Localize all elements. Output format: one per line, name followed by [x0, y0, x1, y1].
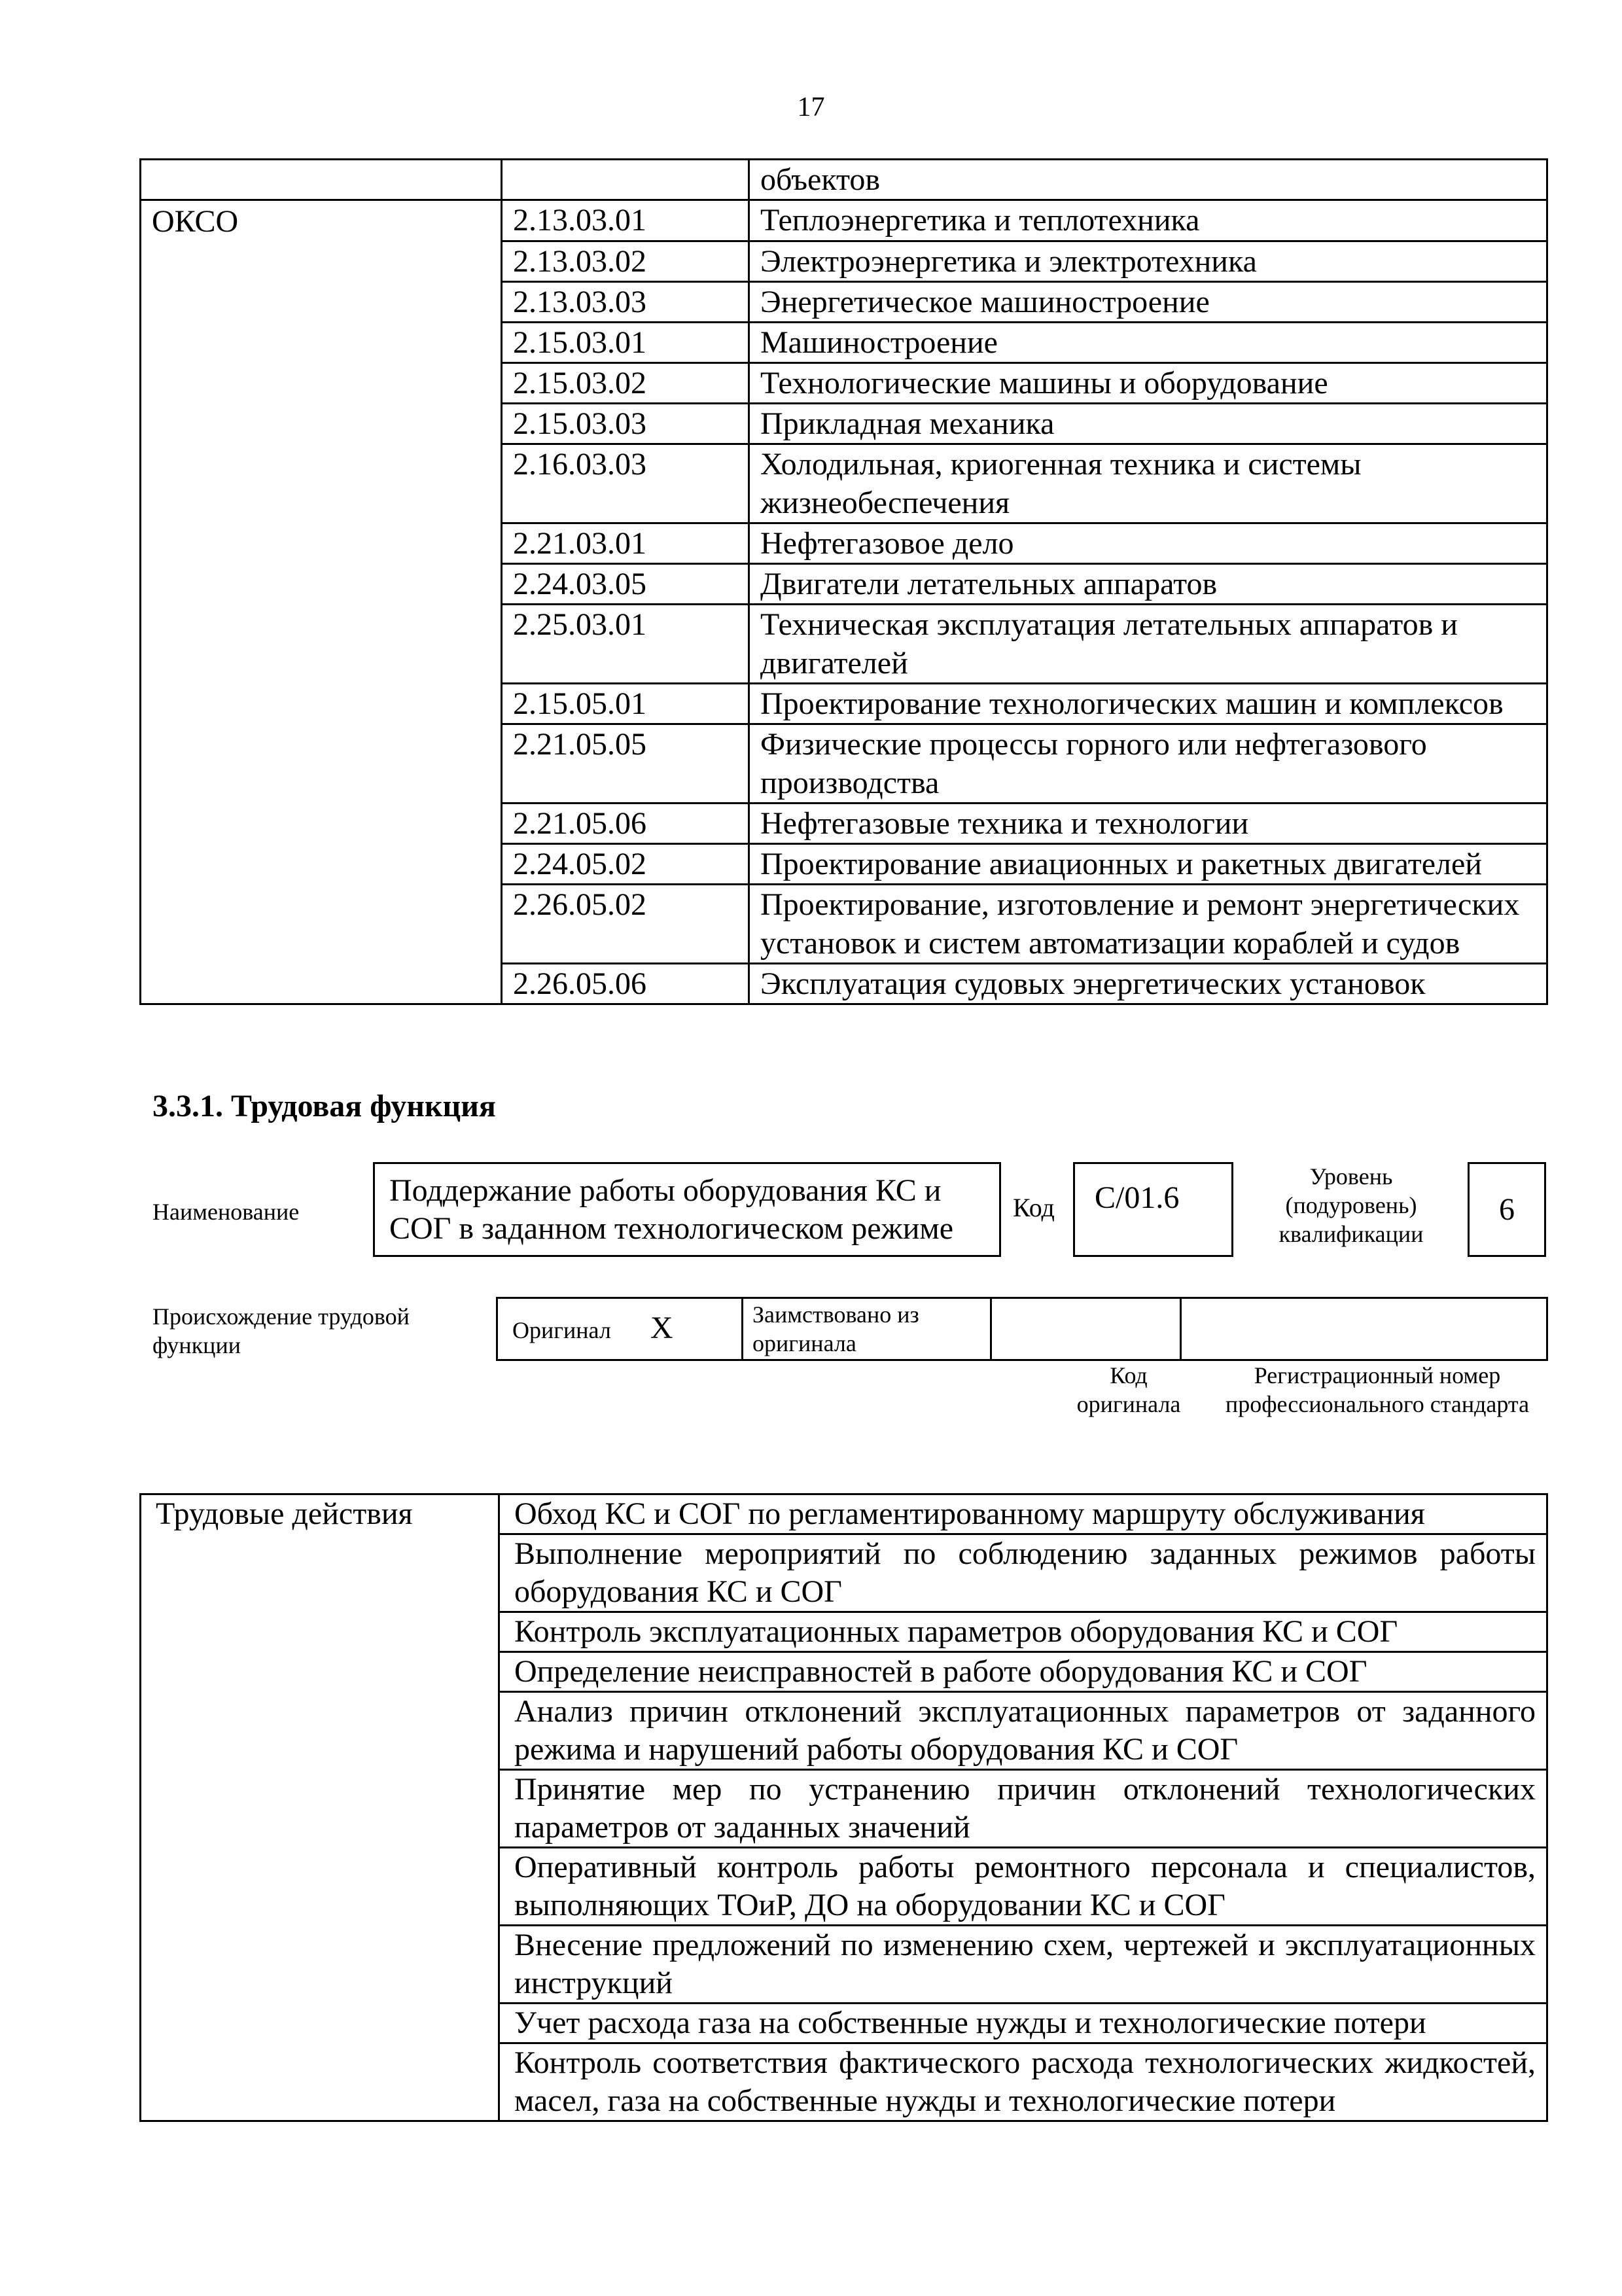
okso-code: 2.15.03.01	[502, 322, 749, 362]
okso-group-cell	[141, 362, 502, 403]
okso-code: 2.21.03.01	[502, 523, 749, 563]
table-row	[141, 200, 1547, 241]
okso-code: 2.13.03.01	[502, 200, 749, 241]
okso-label: ОКСО	[141, 200, 502, 241]
labor-action-item: Оперативный контроль работы ремонтного персонала и специалистов, выполняющих ТОиР, ДО на оборудовании КС и СОГ	[499, 1848, 1547, 1926]
table-row	[141, 160, 1547, 200]
okso-name: Технологические машины и оборудование	[749, 362, 1547, 403]
okso-group-cell	[141, 322, 502, 362]
okso-name: Прикладная механика	[749, 403, 1547, 444]
code-label: Код	[1013, 1193, 1055, 1222]
original-code-cell	[991, 1298, 1181, 1360]
table-row	[141, 563, 1547, 604]
table-row	[141, 444, 1547, 523]
table-row	[141, 362, 1547, 403]
original-mark: X	[650, 1310, 673, 1345]
table-row	[497, 1298, 1547, 1360]
borrowed-label: Заимствовано из оригинала	[743, 1298, 991, 1360]
function-code-box: C/01.6	[1073, 1162, 1233, 1257]
okso-code: 2.16.03.03	[502, 444, 749, 523]
okso-group-cell	[141, 241, 502, 281]
okso-code: 2.25.03.01	[502, 604, 749, 683]
okso-name: Электроэнергетика и электротехника	[749, 241, 1547, 281]
table-row	[141, 604, 1547, 683]
table-row	[141, 1494, 1547, 1534]
okso-name: Теплоэнергетика и теплотехника	[749, 200, 1547, 241]
labor-action-item: Контроль соответствия фактического расхода технологических жидкостей, масел, газа на собственные нужды и технологические потери	[499, 2043, 1547, 2121]
table-row	[141, 683, 1547, 724]
okso-group-cell	[141, 884, 502, 963]
table-row	[141, 241, 1547, 281]
name-label: Наименование	[152, 1199, 300, 1225]
original-label: Оригинал	[512, 1316, 611, 1343]
table-row	[141, 884, 1547, 963]
origin-label: Происхождение трудовой функции	[152, 1303, 410, 1358]
qualification-level-label: Уровень (подуровень) квалификации	[1278, 1163, 1424, 1247]
okso-name: Холодильная, криогенная техника и системы жизнеобеспечения	[749, 444, 1547, 523]
okso-code: 2.24.05.02	[502, 843, 749, 884]
labor-actions-label: Трудовые действия	[141, 1494, 499, 2121]
okso-group-cell	[141, 963, 502, 1004]
labor-action-item: Контроль эксплуатационных параметров оборудования КС и СОГ	[499, 1612, 1547, 1652]
okso-name: Проектирование технологических машин и комплексов	[749, 683, 1547, 724]
okso-name: Эксплуатация судовых энергетических установок	[749, 963, 1547, 1004]
labor-action-item: Выполнение мероприятий по соблюдению заданных режимов работы оборудования КС и СОГ	[499, 1534, 1547, 1612]
okso-code: 2.13.03.02	[502, 241, 749, 281]
labor-action-item: Определение неисправностей в работе оборудования КС и СОГ	[499, 1652, 1547, 1692]
okso-empty-cell	[141, 160, 502, 200]
origin-table	[496, 1297, 1548, 1361]
okso-group-cell	[141, 281, 502, 322]
table-row	[141, 963, 1547, 1004]
okso-group-cell	[141, 683, 502, 724]
labor-action-item: Анализ причин отклонений эксплуатационных параметров от заданного режима и нарушений работы оборудования КС и СОГ	[499, 1692, 1547, 1770]
okso-name: Техническая эксплуатация летательных аппаратов и двигателей	[749, 604, 1547, 683]
okso-empty-cell	[502, 160, 749, 200]
table-row	[141, 403, 1547, 444]
okso-name: Проектирование, изготовление и ремонт энергетических установок и систем автоматизации кораблей и судов	[749, 884, 1547, 963]
okso-code: 2.13.03.03	[502, 281, 749, 322]
qualification-level-box: 6	[1468, 1162, 1546, 1257]
labor-action-item: Учет расхода газа на собственные нужды и технологические потери	[499, 2004, 1547, 2043]
okso-name: Нефтегазовые техника и технологии	[749, 803, 1547, 843]
labor-action-item: Принятие мер по устранению причин отклонений технологических параметров от заданных значений	[499, 1770, 1547, 1848]
okso-group-cell	[141, 724, 502, 803]
labor-action-item: Внесение предложений по изменению схем, чертежей и эксплуатационных инструкций	[499, 1926, 1547, 2004]
okso-group-cell	[141, 843, 502, 884]
table-row	[141, 803, 1547, 843]
okso-code: 2.26.05.06	[502, 963, 749, 1004]
okso-name: Энергетическое машиностроение	[749, 281, 1547, 322]
okso-name: Физические процессы горного или нефтегазового производства	[749, 724, 1547, 803]
labor-action-item: Обход КС и СОГ по регламентированному маршруту обслуживания	[499, 1494, 1547, 1534]
okso-group-cell	[141, 444, 502, 523]
okso-code: 2.26.05.02	[502, 884, 749, 963]
okso-code: 2.15.05.01	[502, 683, 749, 724]
function-name-box: Поддержание работы оборудования КС и СОГ в заданном технологическом режиме	[373, 1162, 1001, 1257]
table-row	[141, 523, 1547, 563]
table-row	[141, 322, 1547, 362]
okso-code: 2.21.05.05	[502, 724, 749, 803]
table-row	[141, 281, 1547, 322]
okso-name: Проектирование авиационных и ракетных двигателей	[749, 843, 1547, 884]
table-row	[141, 843, 1547, 884]
okso-code: 2.15.03.03	[502, 403, 749, 444]
okso-code: 2.21.05.06	[502, 803, 749, 843]
table-row	[141, 724, 1547, 803]
section-heading: 3.3.1. Трудовая функция	[152, 1089, 496, 1123]
okso-table	[139, 158, 1548, 1005]
page-number: 17	[797, 92, 825, 122]
okso-name: Машиностроение	[749, 322, 1547, 362]
reg-number-caption: Регистрационный номер профессионального стандарта	[1225, 1362, 1530, 1417]
okso-group-cell	[141, 403, 502, 444]
reg-number-cell	[1181, 1298, 1547, 1360]
okso-group-cell	[141, 803, 502, 843]
okso-code: 2.24.03.05	[502, 563, 749, 604]
labor-actions-table	[139, 1493, 1548, 2122]
original-cell	[497, 1298, 743, 1360]
okso-continued-cell: объектов	[749, 160, 1547, 200]
original-code-caption: Код оригинала	[1076, 1362, 1181, 1417]
okso-group-cell	[141, 523, 502, 563]
okso-group-cell	[141, 604, 502, 683]
okso-name: Двигатели летательных аппаратов	[749, 563, 1547, 604]
okso-group-cell	[141, 563, 502, 604]
okso-code: 2.15.03.02	[502, 362, 749, 403]
okso-name: Нефтегазовое дело	[749, 523, 1547, 563]
